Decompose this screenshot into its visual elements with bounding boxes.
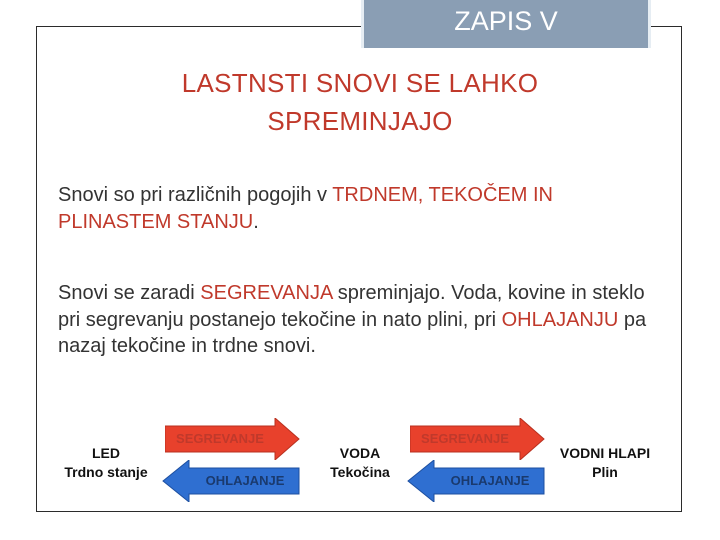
state-ice (56, 444, 156, 482)
paragraph-2-text-b: spreminjajo. Voda, kovine in steklo pri segrevanju postanejo tekočine in nato plini, pri (58, 282, 645, 331)
paragraph-1-highlight: TRDNEM, TEKOČEM IN PLINASTEM STANJU (58, 184, 553, 233)
state-ice-state: Trdno stanje (64, 464, 148, 480)
heating-label-2: SEGREVANJE (421, 431, 509, 446)
paragraph-2-highlight-cooling: OHLAJANJU (501, 308, 619, 331)
cooling-label-1: OHLAJANJE (205, 473, 285, 488)
heating-label-1: SEGREVANJE (176, 431, 264, 446)
state-water-state: Tekočina (330, 464, 390, 480)
badge-text: ZAPIS V (454, 6, 558, 36)
title-line-2: SPREMINJAJO (267, 106, 453, 136)
state-water (318, 444, 402, 482)
state-vapor-name: VODNI HLAPI (559, 445, 651, 461)
slide-title (60, 64, 660, 140)
paragraph-2-text-c: pa nazaj tekočine in trdne snovi. (58, 308, 647, 357)
state-vapor (548, 444, 662, 482)
paragraph-1-text-b: . (253, 210, 259, 233)
zapis-badge (361, 0, 651, 48)
paragraph-1-text-a: Snovi so pri različnih pogojih v (58, 184, 333, 206)
paragraph-2-text-a: Snovi se zaradi (58, 282, 201, 304)
cooling-label-2: OHLAJANJE (450, 473, 530, 488)
state-vapor-state: Plin (592, 464, 618, 480)
paragraph-2-highlight-heating: SEGREVANJA (200, 282, 333, 304)
state-water-name: VODA (339, 445, 381, 461)
paragraph-states (58, 182, 668, 235)
title-line-1: LASTNSTI SNOVI SE LAHKO (181, 68, 539, 98)
state-ice-name: LED (92, 445, 120, 461)
paragraph-heating (58, 280, 668, 360)
